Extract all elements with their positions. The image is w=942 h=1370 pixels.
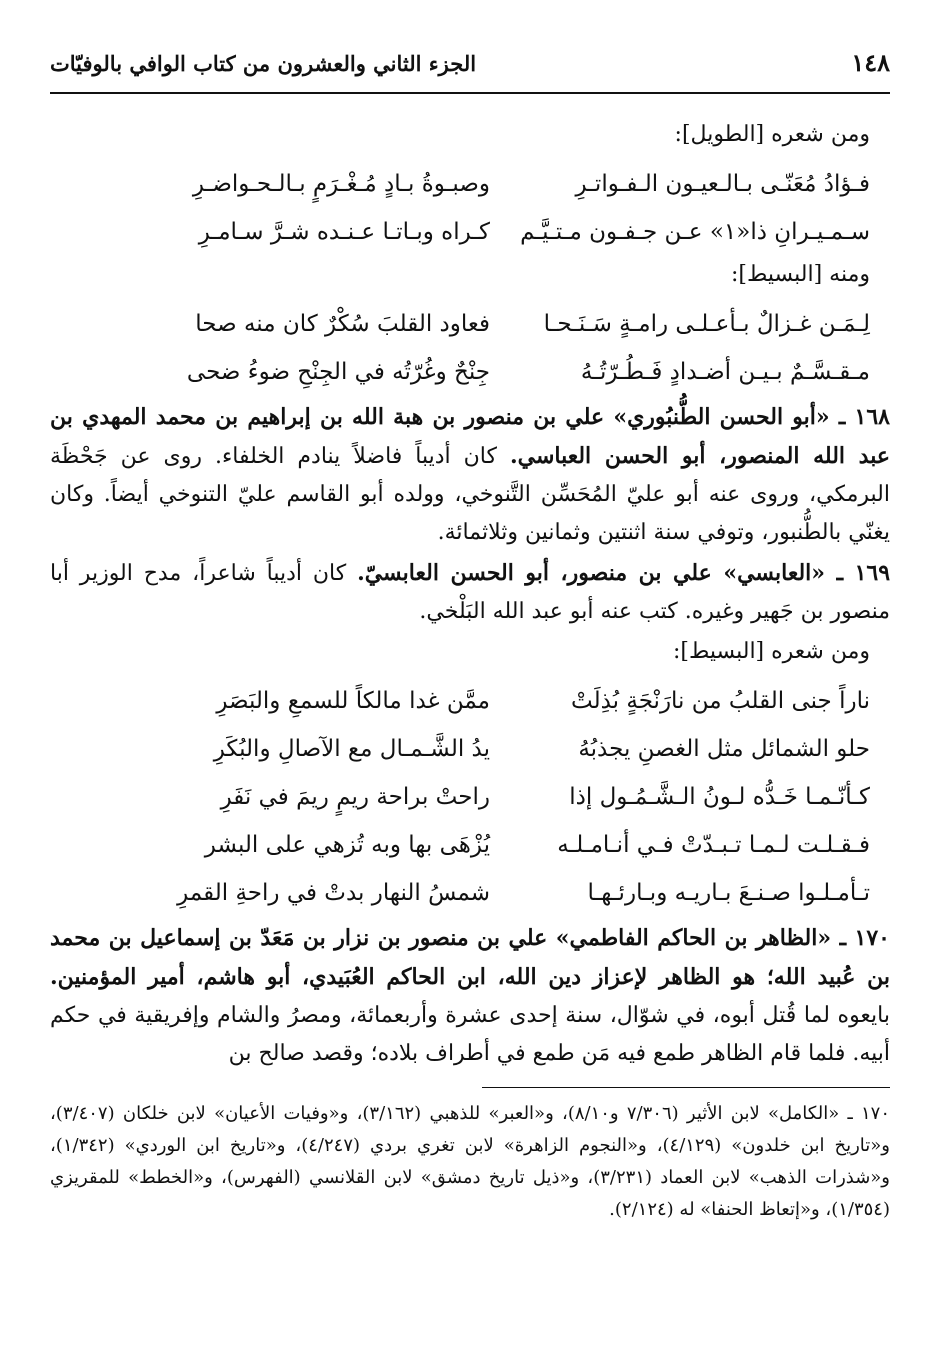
page-body	[50, 118, 890, 1226]
hemistich-second: كـراه وبـاتـا عـنـده شـرَّ سـامـرِ	[198, 219, 490, 245]
poem-intro-2: ومنه [البسيط]:	[730, 262, 870, 287]
hemistich-second: يُزْهَى بها وبه تُزهي على البشر	[204, 832, 490, 858]
footnote-divider	[482, 1087, 890, 1088]
running-title: الجزء الثاني والعشرون من كتاب الوافي بالوفيّات	[50, 51, 477, 76]
entry-text: كان أديباً فاضلاً ينادم الخلفاء. روى عن جَحْظَة البرمكي، وروى عنه أبو عليّ المُحَسِّن التَّنوخي، وولده أبو القاسم عليّ التنوخي أيضاً. وكان يغنّي بالطُّنبور، وتوفي سنة اثنتين وثمانين وثلاثمائة.	[50, 444, 890, 545]
hemistich-first: ناراً جنى القلبُ من نارَنْجَةٍ بُذِلَتْ	[570, 688, 870, 714]
verse	[50, 300, 890, 348]
verse	[50, 677, 890, 725]
poem-2	[50, 300, 890, 396]
footnote-170: ١٧٠ ـ «الكامل» لابن الأثير (٧/٣٠٦ و٨/١٠)، و«العبر» للذهبي (٣/١٦٢)، و«وفيات الأعيان» لابن خلكان (٣/٤٠٧)، و«تاريخ ابن خلدون» (٤/١٢٩)، و«النجوم الزاهرة» لابن تغري بردي (٤/٢٤٧)، و«تاريخ ابن الوردي» (١/٣٤٢)، و«شذرات الذهب» لابن العماد (٣/٢٣١)، و«ذيل تاريخ دمشق» لابن القلانسي (الفهرس)، و«الخطط» للمقريزي (١/٣٥٤)، و«إتعاظ الحنفا» له (٢/١٢٤).	[50, 1103, 891, 1220]
entry-text: كان أديباً شاعراً، مدح الوزير أبا منصور بن جَهير وغيره. كتب عنه أبو عبد الله البَلْخي.	[50, 561, 890, 624]
page-number: ١٤٨	[851, 48, 890, 77]
hemistich-second: شمسُ النهار بدتْ في راحةِ القمرِ	[177, 880, 490, 906]
hemistich-second: يدُ الشَّـمـال مع الآصالِ والبُكَرِ	[213, 736, 490, 762]
hemistich-first: سـمـيـرانِ ذا«١» عـن جـفـون مـتـيَّـم	[520, 219, 870, 245]
poem-1	[50, 160, 890, 256]
verse	[50, 869, 890, 917]
entry-heading: ١٧٠ ـ «الظاهر بن الحاكم الفاطمي» علي بن منصور بن نزار بن مَعَدّ بن إسماعيل بن محمد بن عُبيد الله؛ هو الظاهر لإعزاز دين الله، ابن الحاكم العُبَيدي، أبو هاشم، أمير المؤمنين.	[50, 925, 890, 990]
hemistich-second: جِنْحٌ وغُرّتُه في الجِنْحِ ضوءُ ضحى	[186, 359, 490, 385]
poem-intro-1: ومن شعره [الطويل]:	[674, 122, 870, 147]
hemistich-first: تـأمـلـوا صـنـعَ بـاريـه وبـارئـهـا	[587, 880, 870, 906]
verse	[50, 208, 890, 256]
verse	[50, 821, 890, 869]
entry-heading: ١٦٨ ـ «أبو الحسن الطُّنبُوري» علي بن منصور بن هبة الله بن إبراهيم بن محمد المهدي بن عبد الله المنصور، أبو الحسن العباسي.	[50, 404, 890, 469]
verse	[50, 725, 890, 773]
hemistich-first: فـؤادُ مُعَنّـى بـالـعيـون الـفـواتـرِ	[575, 171, 870, 197]
entry-169	[50, 554, 890, 631]
running-header	[50, 0, 890, 94]
entry-text: بايعوه لما قُتل أبوه، في شوّال، سنة إحدى عشرة وأربعمائة، ومصرُ والشام وإفريقية في حكم أبيه. فلما قام الظاهر طمع فيه مَن طمع في أطراف بلاده؛ وقصد صالح بن	[50, 1003, 890, 1066]
hemistich-second: ممَّن غدا مالكاً للسمعِ والبَصَرِ	[216, 688, 490, 714]
entry-168	[50, 398, 890, 552]
hemistich-second: راحتْ براحة ريمٍ ريمَ في نَفَرِ	[220, 784, 490, 810]
hemistich-first: مـقـسَّـمٌ بـيـن أضـدادٍ فَـطُـرّتُـهُ	[580, 359, 870, 385]
hemistich-first: كـأنّـمـا خَـدُّه لـونُ الـشَّـمُـول إذا	[569, 784, 870, 810]
hemistich-first: لِـمَـن غـزالٌ بـأعـلـى رامـةٍ سَـنَـحـا	[543, 311, 870, 337]
poem-3	[50, 677, 890, 917]
hemistich-second: وصبـوةُ بـادٍ مُـغْـرَمٍ بـالـحـواضـرِ	[192, 171, 490, 197]
verse	[50, 773, 890, 821]
entry-heading: ١٦٩ ـ «العابسي» علي بن منصور، أبو الحسن العابسيّ.	[357, 560, 891, 586]
poem-intro-3: ومن شعره [البسيط]:	[672, 639, 870, 664]
hemistich-first: حلو الشمائل مثل الغصنِ يجذبُهُ	[578, 736, 870, 762]
verse	[50, 160, 890, 208]
verse	[50, 348, 890, 396]
entry-170	[50, 919, 890, 1073]
hemistich-second: فعاود القلبَ سُكْرٌ كان منه صحا	[195, 311, 490, 337]
hemistich-first: فـقـلـت لـمـا تـبـدّتْ فـي أنـامـلـه	[557, 832, 870, 858]
